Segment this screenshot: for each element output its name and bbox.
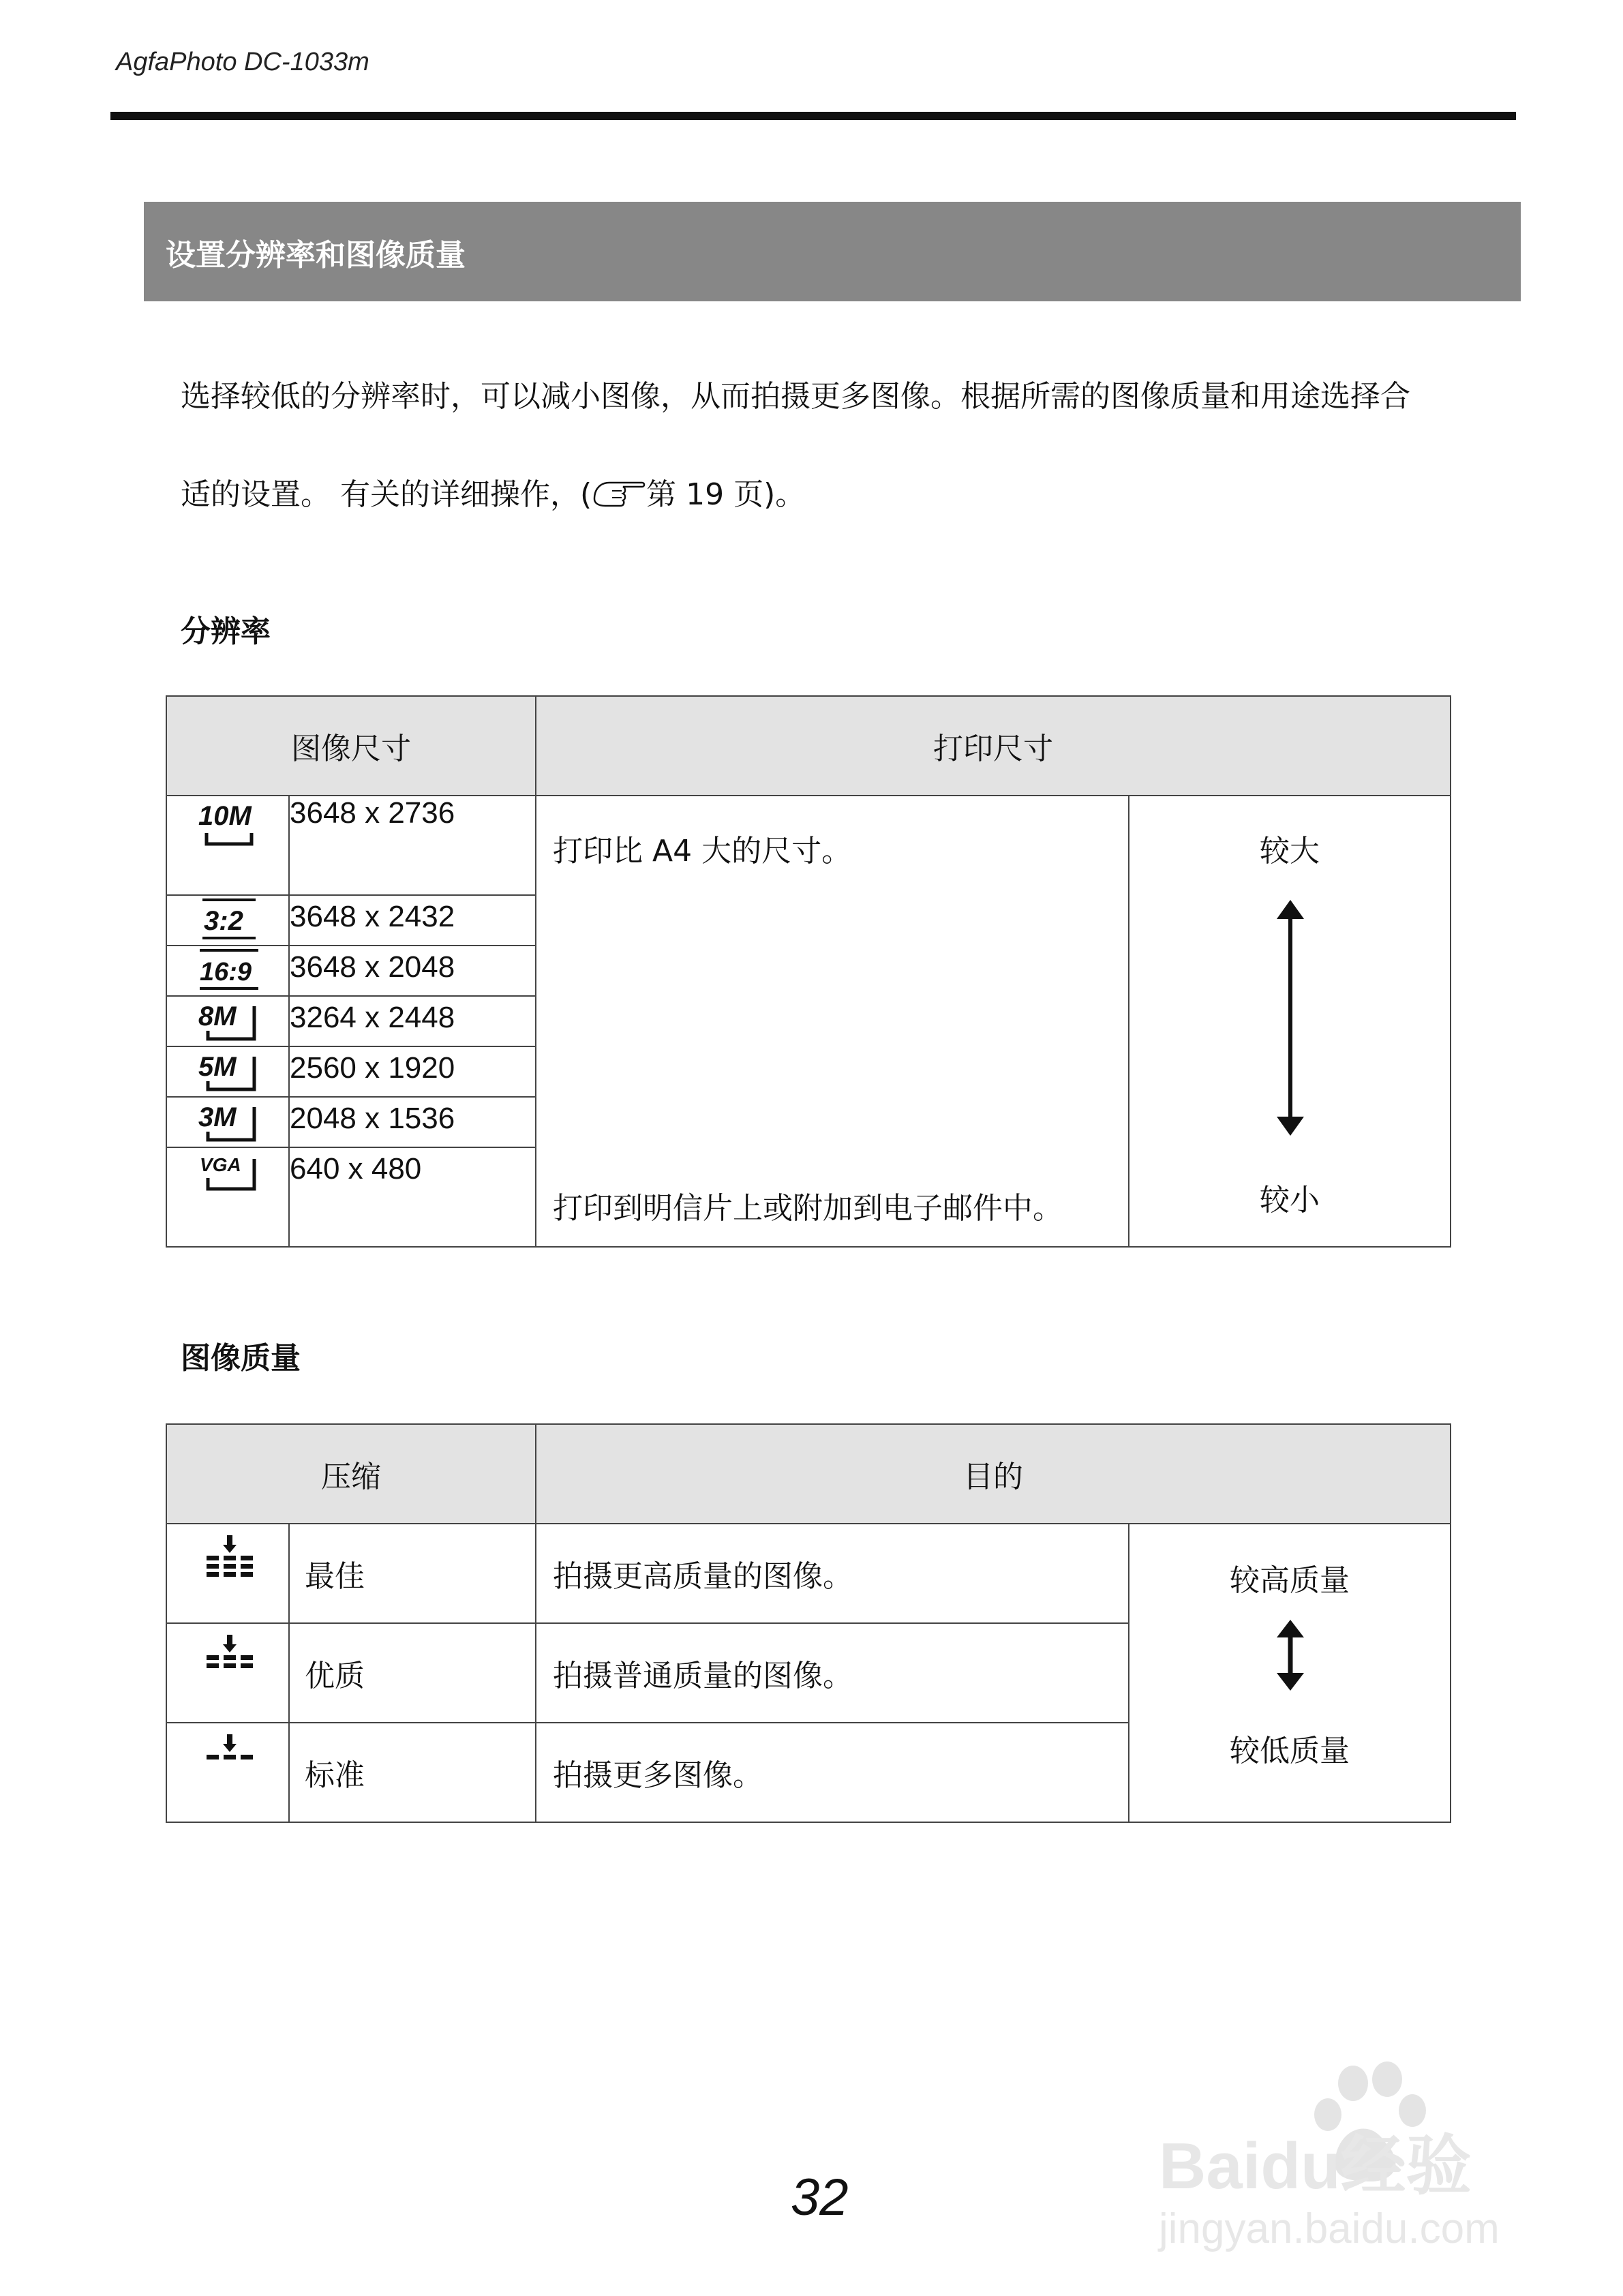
label-larger: 较大: [1260, 834, 1320, 868]
intro-page-ref: 第 19 页)。: [646, 477, 806, 512]
quality-best-icon: [166, 1524, 289, 1623]
res-size-cell: 640 x 480: [289, 1147, 536, 1247]
quality-label-cell: 优质: [289, 1623, 536, 1723]
res-5m-icon: [166, 1046, 289, 1097]
res-size-cell: 3648 x 2736: [289, 796, 536, 895]
res-3m-icon: [166, 1097, 289, 1147]
res-icon-label: VGA: [200, 1154, 241, 1175]
quality-header-row: [166, 1424, 1451, 1524]
print-small-text: 打印到明信片上或附加到电子邮件中。: [553, 1191, 1063, 1226]
res-size-cell: 2048 x 1536: [289, 1097, 536, 1147]
res-icon-label: 8M: [198, 1001, 237, 1031]
size-scale-cell: [1129, 796, 1451, 1247]
quality-scale-cell: [1129, 1524, 1451, 1822]
res-size-cell: 3648 x 2048: [289, 946, 536, 996]
res-8m-icon: [166, 996, 289, 1046]
header-rule: [110, 112, 1516, 120]
res-icon-label: 16:9: [200, 958, 252, 986]
print-size-cell: [536, 796, 1129, 1247]
quality-purpose-cell: 拍摄更多图像。: [536, 1723, 1129, 1822]
table-row: [166, 1524, 1451, 1623]
label-lower-quality: 较低质量: [1230, 1734, 1350, 1768]
res-icon-label: 5M: [198, 1052, 237, 1082]
page-number: 32: [791, 2169, 849, 2226]
print-large-text: 打印比 A4 大的尺寸。: [553, 834, 852, 868]
res-size-cell: 2560 x 1920: [289, 1046, 536, 1097]
table-row: [166, 796, 1451, 895]
intro-line-2: [181, 446, 1527, 544]
col-print-size: 打印尺寸: [536, 696, 1451, 796]
section-title: 设置分辨率和图像质量: [166, 238, 466, 273]
intro-paragraph: [181, 348, 1527, 544]
res-10m-icon: [166, 796, 289, 895]
intro-line-1: 选择较低的分辨率时，可以减小图像，从而拍摄更多图像。根据所需的图像质量和用途选择合: [181, 379, 1410, 414]
quality-fine-icon: [166, 1623, 289, 1723]
quality-normal-icon: [166, 1723, 289, 1822]
quality-double-arrow-icon: [1274, 1620, 1307, 1691]
label-higher-quality: 较高质量: [1230, 1563, 1350, 1598]
col-compression: 压缩: [166, 1424, 536, 1524]
res-3-2-icon: [166, 895, 289, 946]
col-purpose: 目的: [536, 1424, 1451, 1524]
quality-purpose-cell: 拍摄更高质量的图像。: [536, 1524, 1129, 1623]
res-icon-label: 3:2: [204, 906, 243, 936]
watermark-brand: Baidu经验: [1159, 2130, 1472, 2203]
baidu-watermark-logo: [1152, 2052, 1534, 2256]
quality-purpose-cell: 拍摄普通质量的图像。: [536, 1623, 1129, 1723]
res-icon-label: 10M: [198, 801, 252, 831]
label-smaller: 较小: [1260, 1183, 1320, 1218]
res-16-9-icon: [166, 946, 289, 996]
res-vga-icon: [166, 1147, 289, 1247]
col-image-size: 图像尺寸: [166, 696, 536, 796]
resolution-table: [166, 695, 1451, 1248]
res-icon-label: 3M: [198, 1102, 237, 1132]
resolution-header-row: [166, 696, 1451, 796]
watermark-url: jingyan.baidu.com: [1159, 2205, 1500, 2252]
intro-line-2-start: 适的设置。 有关的详细操作，(: [181, 477, 592, 512]
res-size-cell: 3648 x 2432: [289, 895, 536, 946]
resolution-heading: 分辨率: [181, 614, 271, 649]
quality-label-cell: 最佳: [289, 1524, 536, 1623]
size-double-arrow-icon: [1273, 898, 1308, 1137]
quality-heading: 图像质量: [181, 1341, 301, 1376]
res-size-cell: 3264 x 2448: [289, 996, 536, 1046]
header-model-name: AgfaPhoto DC-1033m: [116, 48, 369, 76]
pointing-hand-icon: [592, 451, 646, 483]
quality-label-cell: 标准: [289, 1723, 536, 1822]
quality-table: [166, 1423, 1451, 1823]
